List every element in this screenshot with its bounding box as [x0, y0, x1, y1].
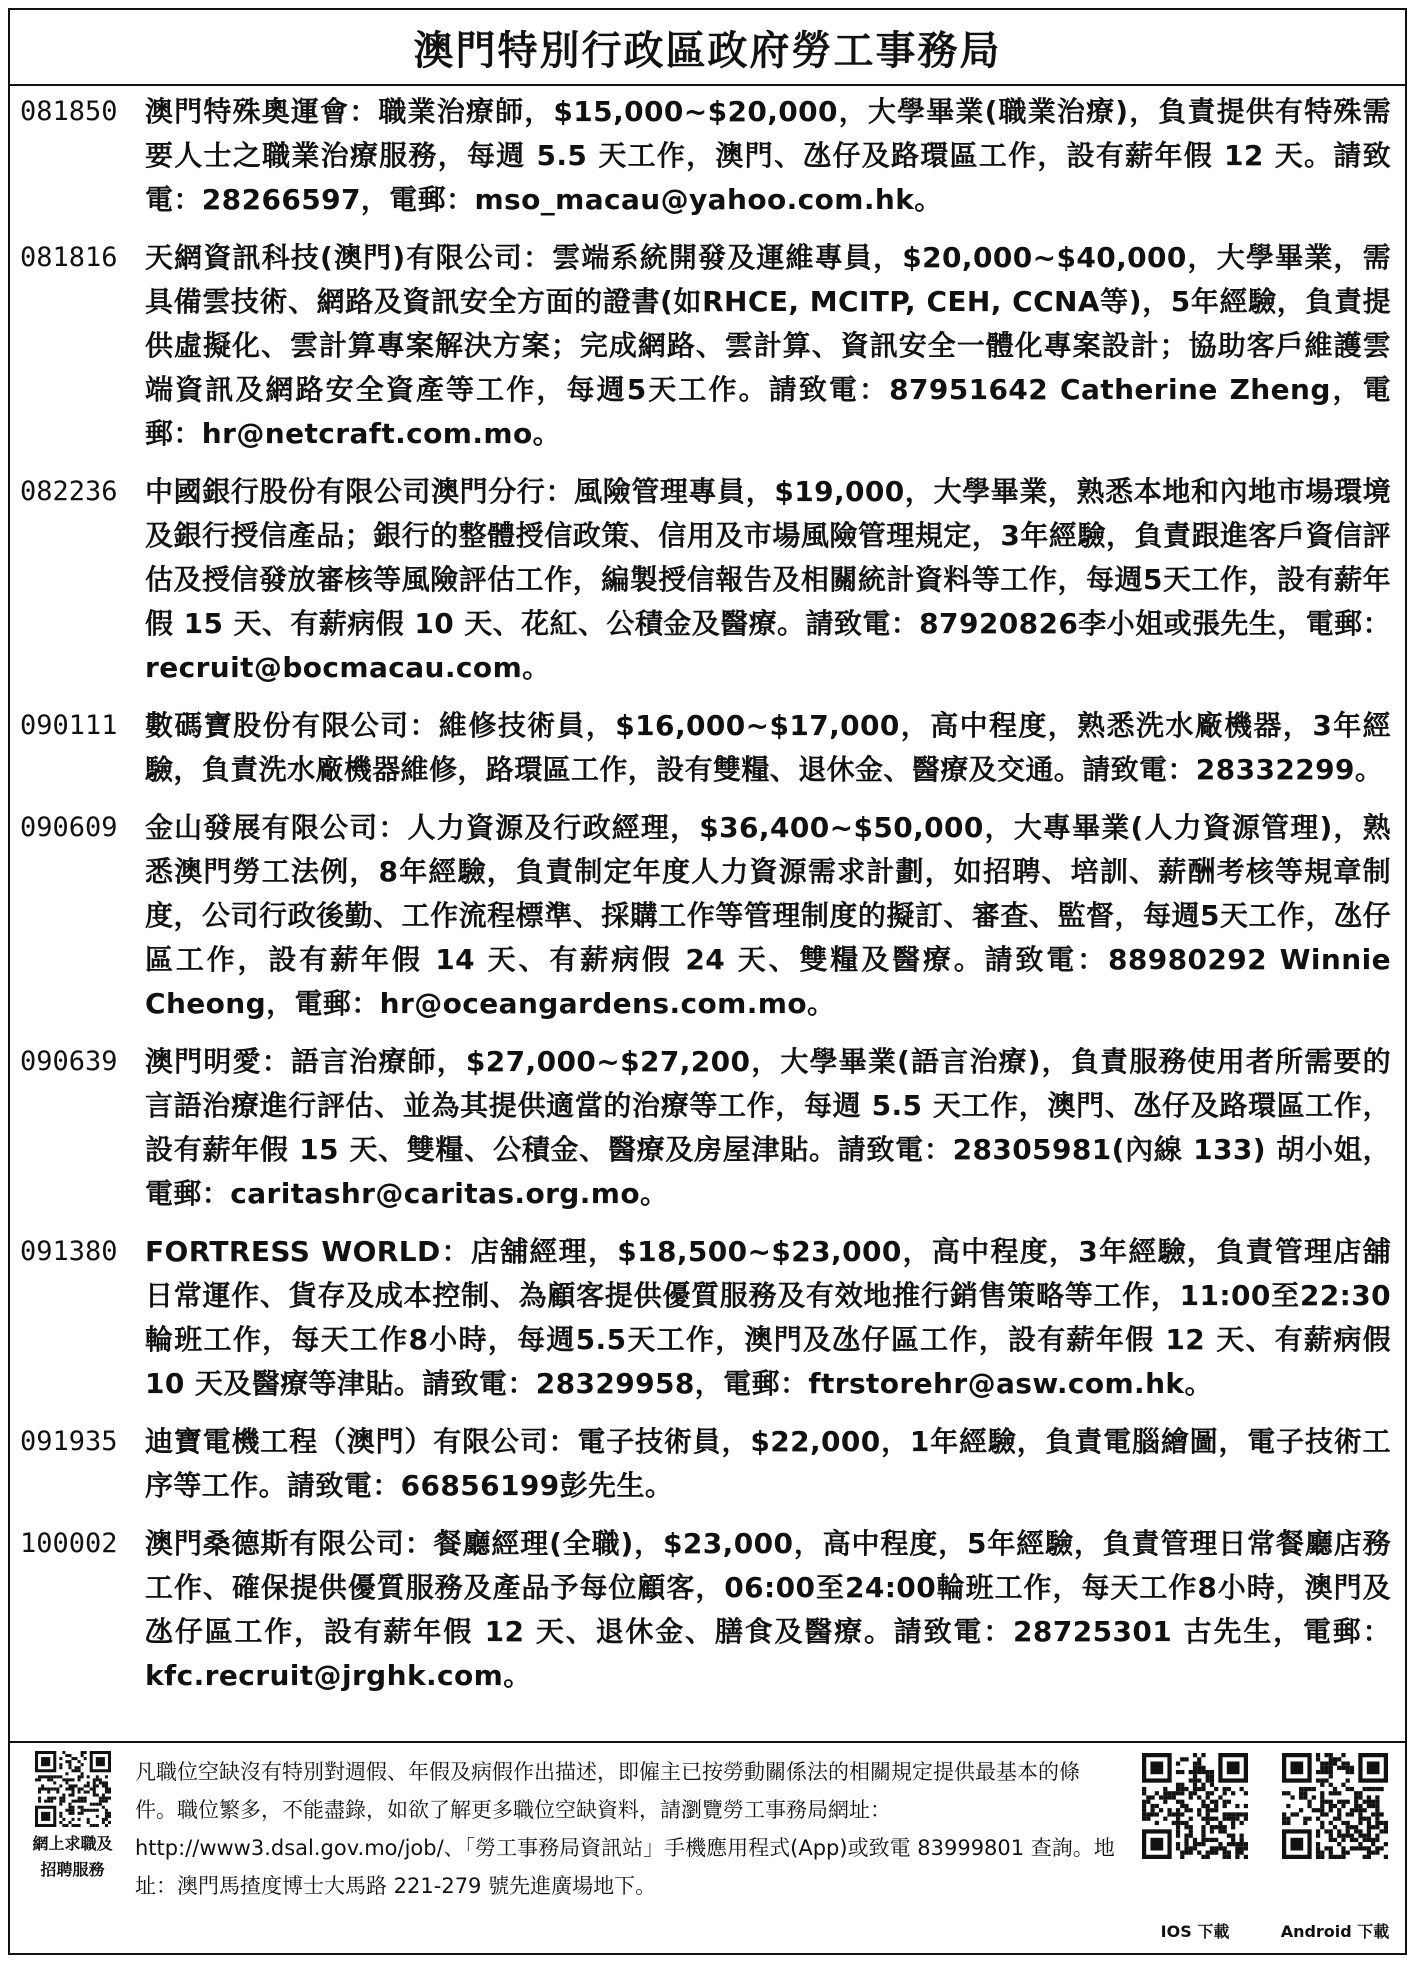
- job-item: [20, 236, 1395, 456]
- job-item: [20, 1420, 1395, 1508]
- job-description: 澳門明愛：語言治療師，$27,000~$27,200，大學畢業(語言治療)，負責服務使用者所需要的言語治療進行評估、並為其提供適當的治療等工作，每週 5.5 天工作，澳門、氹仔及路環區工作，設有薪年假 15 天、雙糧、公積金、醫療及房屋津貼。請致電：28305981(內線 133) 胡小姐，電郵：caritashr@caritas.org.mo。: [145, 1045, 1391, 1210]
- job-code: 100002: [20, 1528, 118, 1559]
- job-item: [20, 90, 1395, 222]
- job-item: [20, 1040, 1395, 1216]
- job-description: 天網資訊科技(澳門)有限公司：雲端系統開發及運維專員，$20,000~$40,000，大學畢業，需具備雲技術、網路及資訊安全方面的證書(如RHCE, MCITP, CEH, CCNA等)，5年經驗，負責提供虛擬化、雲計算專案解決方案；完成網路、雲計算、資訊安全一體化專案設計；協助客戶維護雲端資訊及網路安全資產等工作，每週5天工作。請致電：87951642 Catherine Zheng，電郵：hr@netcraft.com.mo。: [145, 241, 1391, 450]
- online-job-service[interactable]: [10, 1743, 135, 1883]
- job-item: [20, 470, 1395, 690]
- page-title: 澳門特別行政區政府勞工事務局: [413, 27, 1002, 74]
- footer: [10, 1741, 1405, 1953]
- job-description: 澳門特殊奧運會：職業治療師，$15,000~$20,000，大學畢業(職業治療)，負責提供有特殊需要人士之職業治療服務，每週 5.5 天工作，澳門、氹仔及路環區工作，設有薪年假 12 天。請致電：28266597，電郵：mso_macau@yahoo.com.hk。: [145, 95, 1391, 216]
- job-description: 數碼寶股份有限公司：維修技術員，$16,000~$17,000，高中程度，熟悉洗水廠機器，3年經驗，負責洗水廠機器維修，路環區工作，設有雙糧、退休金、醫療及交通。請致電：28332299。: [145, 709, 1391, 786]
- job-code: 091935: [20, 1426, 118, 1457]
- qr-code-icon[interactable]: [1142, 1753, 1248, 1859]
- job-code: 090639: [20, 1046, 118, 1077]
- qr-caption-line-2: 招聘服務: [40, 1860, 105, 1879]
- job-item: [20, 1522, 1395, 1698]
- footer-notice: 凡職位空缺沒有特別對週假、年假及病假作出描述，即僱主已按勞動關係法的相關規定提供最基本的條件。職位繁多，不能盡錄，如欲了解更多職位空缺資料，請瀏覽勞工事務局網址：http://www3.dsal.gov.mo/job/、「勞工事務局資訊站」手機應用程式(App)或致電 83999801 查詢。地址：澳門馬揸度博士大馬路 221-279 號先進廣場地下。: [135, 1760, 1115, 1898]
- page-header: [10, 10, 1405, 86]
- job-description: 中國銀行股份有限公司澳門分行：風險管理專員，$19,000，大學畢業，熟悉本地和內地市場環境及銀行授信產品；銀行的整體授信政策、信用及市場風險管理規定，3年經驗，負責跟進客戶資信評估及授信發放審核等風險評估工作，編製授信報告及相關統計資料等工作，每週5天工作，設有薪年假 15 天、有薪病假 10 天、花紅、公積金及醫療。請致電：87920826李小姐或張先生，電郵：recruit@bocmacau.com。: [145, 475, 1391, 684]
- job-code: 090111: [20, 710, 118, 741]
- job-code: 091380: [20, 1236, 118, 1267]
- job-code: 081816: [20, 242, 118, 273]
- job-listing-sheet: [8, 8, 1407, 1955]
- job-item: [20, 704, 1395, 792]
- qr-caption-line-1: 網上求職及: [32, 1834, 113, 1853]
- job-code: 082236: [20, 476, 118, 507]
- job-code: 081850: [20, 96, 118, 127]
- job-description: 迪寶電機工程（澳門）有限公司：電子技術員，$22,000，1年經驗，負責電腦繪圖，電子技術工序等工作。請致電：66856199彭先生。: [145, 1425, 1391, 1502]
- ios-download-caption: IOS 下載: [1160, 1922, 1230, 1941]
- job-list: [10, 86, 1405, 1698]
- ios-download[interactable]: [1125, 1743, 1265, 1942]
- qr-code-icon[interactable]: [1282, 1753, 1388, 1859]
- job-item: [20, 806, 1395, 1026]
- android-download-caption: Android 下載: [1280, 1922, 1390, 1941]
- job-description: 金山發展有限公司：人力資源及行政經理，$36,400~$50,000，大專畢業(人力資源管理)，熟悉澳門勞工法例，8年經驗，負責制定年度人力資源需求計劃，如招聘、培訓、薪酬考核等規章制度，公司行政後勤、工作流程標準、採購工作等管理制度的擬訂、審查、監督，每週5天工作，氹仔區工作，設有薪年假 14 天、有薪病假 24 天、雙糧及醫療。請致電：88980292 Winnie Cheong，電郵：hr@oceangardens.com.mo。: [145, 811, 1391, 1020]
- job-description: 澳門桑德斯有限公司：餐廳經理(全職)，$23,000，高中程度，5年經驗，負責管理日常餐廳店務工作、確保提供優質服務及產品予每位顧客，06:00至24:00輪班工作，每天工作8小時，澳門及氹仔區工作，設有薪年假 12 天、退休金、膳食及醫療。請致電：28725301 古先生，電郵：kfc.recruit@jrghk.com。: [145, 1527, 1391, 1692]
- job-item: [20, 1230, 1395, 1406]
- qr-code-icon[interactable]: [35, 1751, 111, 1827]
- android-download[interactable]: [1265, 1743, 1405, 1942]
- job-code: 090609: [20, 812, 118, 843]
- job-description: FORTRESS WORLD：店舖經理，$18,500~$23,000，高中程度，3年經驗，負責管理店舖日常運作、貨存及成本控制、為顧客提供優質服務及有效地推行銷售策略等工作，11:00至22:30輪班工作，每天工作8小時，每週5.5天工作，澳門及氹仔區工作，設有薪年假 12 天、有薪病假 10 天及醫療等津貼。請致電：28329958，電郵：ftrstorehr@asw.com.hk。: [145, 1235, 1391, 1400]
